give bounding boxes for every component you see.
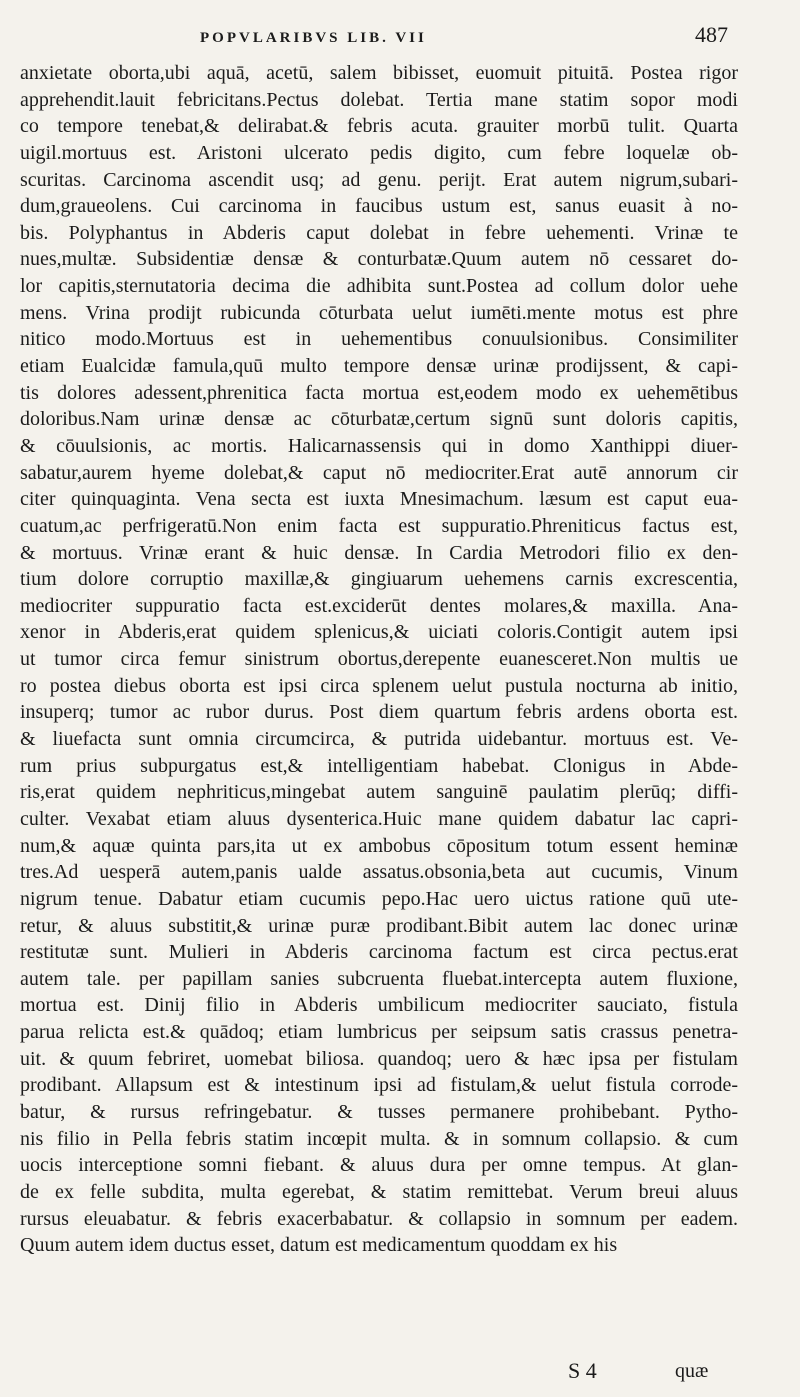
text-line: uit. & quum febriret, uomebat biliosa. quandoq; uero & hæc ipsa per fistulam	[20, 1047, 738, 1070]
text-line: uigil.mortuus est. Aristoni ulcerato pedis digito, cum febre loquelæ ob-	[20, 141, 738, 164]
text-line: num,& aquæ quinta pars,ita ut ex ambobus cōpositum totum essent heminæ	[20, 834, 738, 857]
text-line: & mortuus. Vrinæ erant & huic densæ. In Cardia Metrodori filio ex den-	[20, 541, 738, 564]
text-line: nues,multæ. Subsidentiæ densæ & conturbatæ.Quum autem nō cessaret do-	[20, 248, 738, 271]
text-line: nis filio in Pella febris statim incœpit multa. & in somnum collapsio. & cum	[20, 1127, 738, 1150]
text-line: mortua est. Dinij filio in Abderis umbilicum mediocriter sauciato, fistula	[20, 994, 738, 1017]
text-line: culter. Vexabat etiam aluus dysenterica.Huic mane quidem dabatur lac capri-	[20, 807, 738, 830]
text-line: & cōuulsionis, ac mortis. Halicarnassensis qui in domo Xanthippi diuer-	[20, 434, 738, 457]
signature-mark: S 4	[568, 1358, 597, 1383]
text-line: dum,graueolens. Cui carcinoma in faucibus ustum est, sanus euasit à no-	[20, 195, 738, 218]
text-line: mediocriter suppuratio facta est.exciderūt dentes molares,& maxilla. Ana-	[20, 594, 738, 617]
text-line: parua relicta est.& quādoq; etiam lumbricus per seipsum satis crassus penetra-	[20, 1021, 738, 1044]
text-line: tres.Ad uesperā autem,panis ualde assatus.obsonia,beta aut cucumis, Vinum	[20, 861, 738, 884]
page-header	[0, 22, 800, 56]
body-text	[20, 60, 738, 1259]
text-line: autem tale. per papillam sanies subcruenta fluebat.intercepta autem fluxione,	[20, 967, 738, 990]
text-line: cuatum,ac perfrigeratū.Non enim facta est suppuratio.Phreniticus factus est,	[20, 514, 738, 537]
text-line: prodibant. Allapsum est & intestinum ipsi ad fistulam,& uelut fistula corrode-	[20, 1074, 738, 1097]
text-line: bis. Polyphantus in Abderis caput dolebat in febre uehementi. Vrinæ te	[20, 221, 738, 244]
text-line: insuperq; tumor ac rubor durus. Post diem quartum febris ardens oborta est.	[20, 701, 738, 724]
text-line: citer quinquaginta. Vena secta est iuxta Mnesimachum. læsum est caput eua-	[20, 488, 738, 511]
text-line: apprehendit.lauit febricitans.Pectus dolebat. Tertia mane statim sopor modi	[20, 88, 738, 111]
text-line: batur, & rursus refringebatur. & tusses permanere prohibebant. Pytho-	[20, 1100, 738, 1123]
text-line: scuritas. Carcinoma ascendit usq; ad genu. perijt. Erat autem nigrum,subari-	[20, 168, 738, 191]
text-line: Quum autem idem ductus esset, datum est medicamentum quoddam ex his	[20, 1234, 618, 1257]
text-line: rursus eleuabatur. & febris exacerbabatur. & collapsio in somnum per eadem.	[20, 1207, 738, 1230]
text-line: sabatur,aurem hyeme dolebat,& caput nō mediocriter.Erat autē annorum cir	[20, 461, 738, 484]
text-line: doloribus.Nam urinæ densæ ac cōturbatæ,certum signū sunt doloris capitis,	[20, 408, 738, 431]
text-line: nigrum tenue. Dabatur etiam cucumis pepo.Hac uero uictus ratione quū ute-	[20, 887, 738, 910]
text-line: nitico modo.Mortuus est in uehementibus conuulsionibus. Consimiliter	[20, 328, 738, 351]
text-line: restitutæ sunt. Mulieri in Abderis carcinoma factum est circa pectus.erat	[20, 941, 738, 964]
text-line: retur, & aluus substitit,& urinæ puræ prodibant.Bibit autem lac donec urinæ	[20, 914, 738, 937]
text-line: ut tumor circa femur sinistrum obortus,derepente euanesceret.Non multis ue	[20, 648, 738, 671]
text-line: tis dolores adessent,phrenitica facta mortua est,eodem modo ex uehemētibus	[20, 381, 738, 404]
page-footer	[0, 1358, 800, 1390]
text-line: etiam Eualcidæ famula,quū multo tempore densæ urinæ prodijssent, & capi-	[20, 355, 738, 378]
running-head: POPVLARIBVS LIB. VII	[200, 30, 427, 46]
text-line: anxietate oborta,ubi aquā, acetū, salem bibisset, euomuit pituitā. Postea rigor	[20, 62, 738, 84]
text-line: ris,erat quidem nephriticus,mingebat autem sanguinē paulatim plerūq; diffi-	[20, 781, 738, 804]
text-line: de ex felle subdita, multa egerebat, & statim remittebat. Verum breui aluus	[20, 1180, 738, 1203]
text-line: co tempore tenebat,& delirabat.& febris acuta. grauiter morbū tulit. Quarta	[20, 115, 738, 138]
text-line: & liuefacta sunt omnia circumcirca, & putrida uidebantur. mortuus est. Ve-	[20, 728, 738, 751]
text-line: ro postea diebus oborta est ipsi circa splenem uelut pustula nocturna ab initio,	[20, 674, 738, 697]
text-line: lor capitis,sternutatoria decima die adhibita sunt.Postea ad collum dolor uehe	[20, 275, 738, 298]
text-line: xenor in Abderis,erat quidem splenicus,& uiciati coloris.Contigit autem ipsi	[20, 621, 738, 644]
catchword: quæ	[675, 1360, 709, 1382]
text-line: uocis interceptione somni fiebant. & aluus dura per omne tempus. At glan-	[20, 1154, 738, 1177]
text-line: tium dolore corruptio maxillæ,& gingiuarum uehemens carnis excrescentia,	[20, 568, 738, 591]
text-line: rum prius subpurgatus est,& intelligentiam habebat. Clonigus in Abde-	[20, 754, 738, 777]
text-line: mens. Vrina prodijt rubicunda cōturbata uelut iumēti.mente motus est phre	[20, 301, 738, 324]
page-number: 487	[695, 22, 728, 47]
